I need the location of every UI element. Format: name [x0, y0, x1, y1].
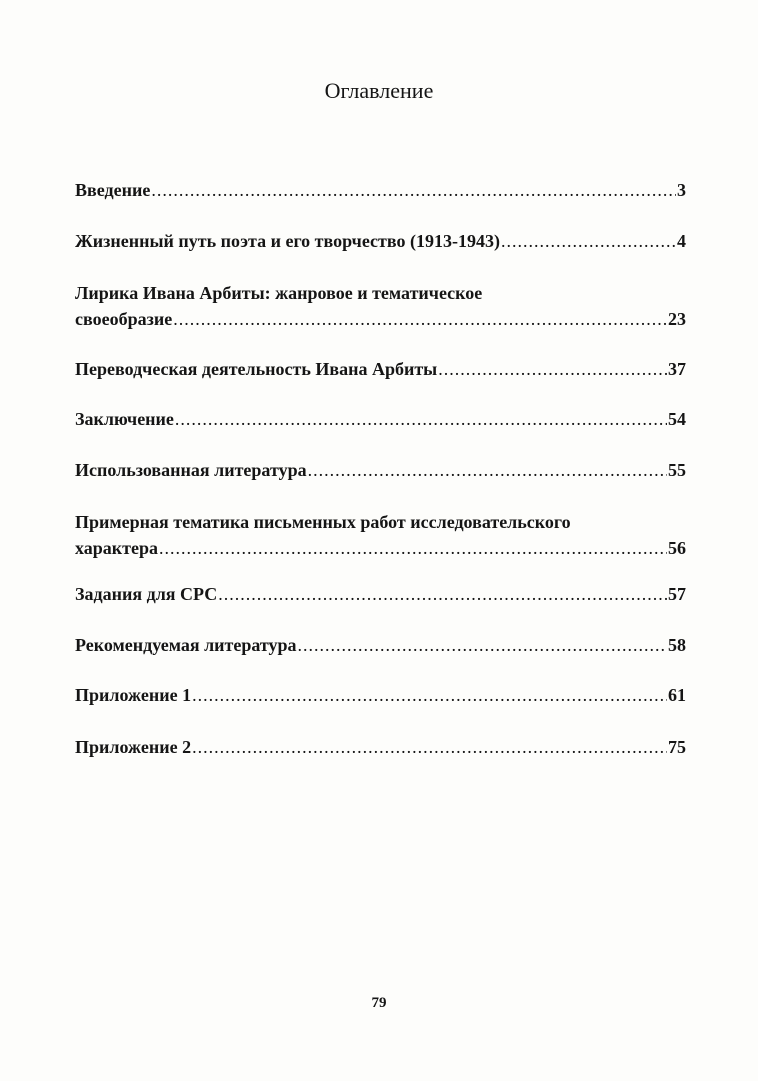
entry-page: 37: [668, 359, 686, 379]
dot-leader: [173, 306, 667, 332]
dot-leader: [151, 177, 676, 203]
entry-title: Жизненный путь поэта и его творчество (1913-1943): [75, 231, 500, 251]
entry-page: 4: [677, 231, 686, 251]
dot-leader: [308, 457, 667, 483]
entry-page: 23: [668, 309, 686, 329]
toc-entry-used-literature[interactable]: [75, 457, 686, 483]
toc-entry-life-path[interactable]: [75, 228, 686, 254]
toc-entry-recommended-literature[interactable]: [75, 632, 686, 658]
entry-title: Переводческая деятельность Ивана Арбиты: [75, 359, 438, 379]
dot-leader: [192, 682, 667, 708]
toc-entry-tasks[interactable]: [75, 581, 686, 607]
entry-page: 75: [668, 737, 686, 757]
toc-entry-appendix-2[interactable]: [75, 734, 686, 760]
dot-leader: [159, 535, 667, 561]
toc-entry-topics[interactable]: [75, 509, 686, 561]
entry-title: Использованная литература: [75, 460, 307, 480]
toc-entry-appendix-1[interactable]: [75, 682, 686, 708]
entry-title-line1: Примерная тематика письменных работ исследовательского: [75, 512, 571, 532]
toc-entry-lyrics[interactable]: [75, 280, 686, 332]
entry-page: 57: [668, 584, 686, 604]
toc-entry-conclusion[interactable]: [75, 406, 686, 432]
dot-leader: [218, 581, 667, 607]
dot-leader: [192, 734, 667, 760]
entry-title: своеобразие: [75, 309, 173, 329]
toc-entry-introduction[interactable]: [75, 177, 686, 203]
entry-page: 55: [668, 460, 686, 480]
entry-title: Введение: [75, 180, 151, 200]
entry-page: 56: [668, 538, 686, 558]
entry-title: Задания для СРС: [75, 584, 218, 604]
entry-page: 61: [668, 685, 686, 705]
entry-page: 58: [668, 635, 686, 655]
dot-leader: [175, 406, 667, 432]
entry-title-line1: Лирика Ивана Арбиты: жанровое и тематическое: [75, 283, 483, 303]
toc-title: Оглавление: [324, 78, 434, 103]
entry-title: Рекомендуемая литература: [75, 635, 297, 655]
page-number: 79: [371, 995, 387, 1011]
dot-leader: [298, 632, 667, 658]
entry-title: характера: [75, 538, 158, 558]
entry-title: Заключение: [75, 409, 174, 429]
entry-title: Приложение 1: [75, 685, 192, 705]
entry-page: 54: [668, 409, 686, 429]
dot-leader: [501, 228, 676, 254]
entry-page: 3: [677, 180, 686, 200]
entry-title: Приложение 2: [75, 737, 192, 757]
dot-leader: [438, 356, 667, 382]
toc-entry-translation[interactable]: [75, 356, 686, 382]
